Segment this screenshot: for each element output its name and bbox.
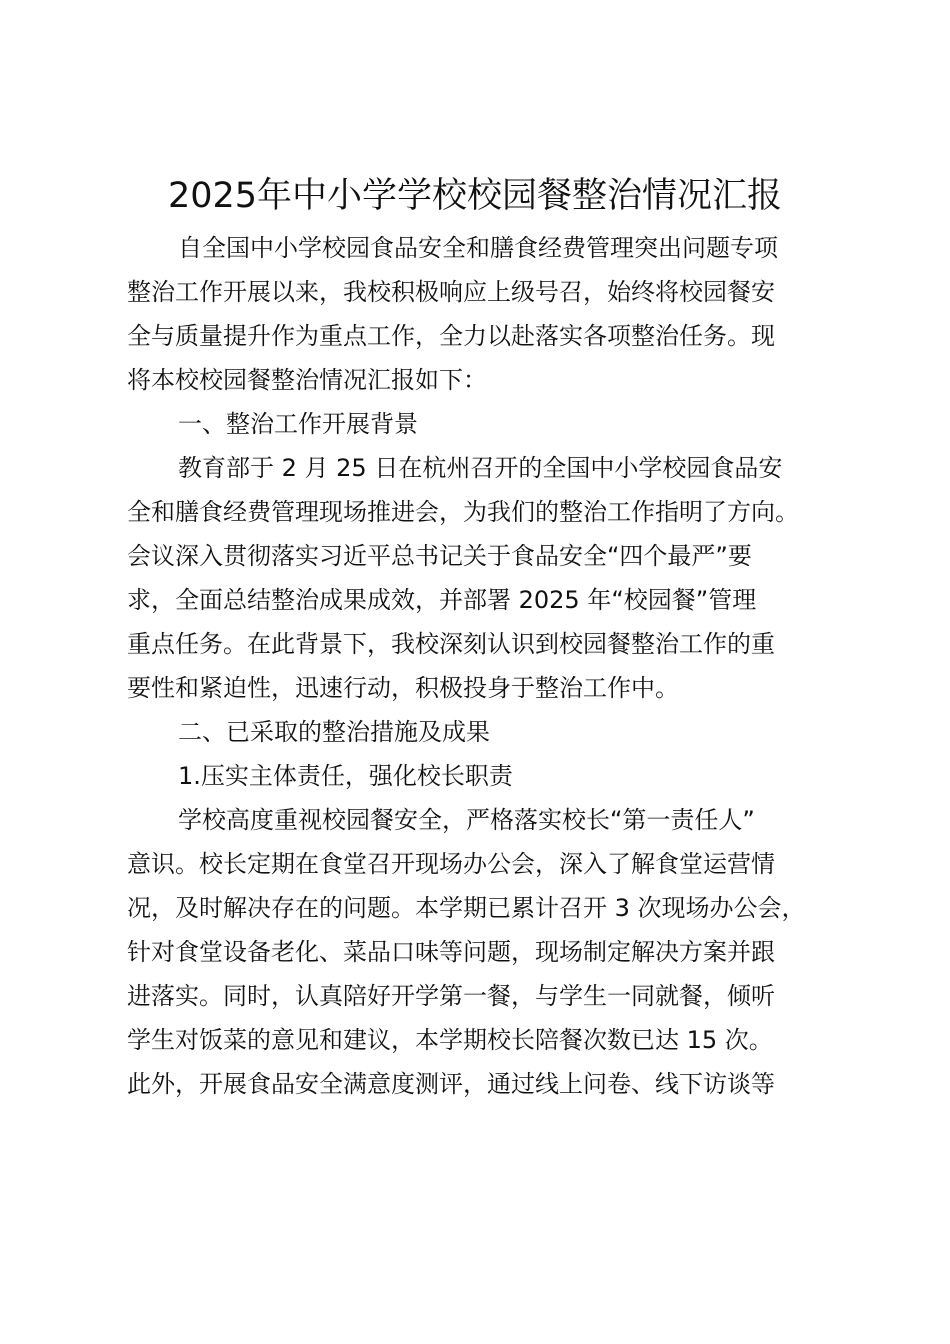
body-line: 求，全面总结整治成果成效，并部署 2025 年“校园餐”管理 — [127, 586, 757, 614]
body-line: 针对食堂设备老化、菜品口味等问题，现场制定解决方案并跟 — [127, 938, 775, 966]
body-line: 一、整治工作开展背景 — [178, 410, 418, 438]
body-line: 全和膳食经费管理现场推进会，为我们的整治工作指明了方向。 — [127, 498, 799, 526]
document-body — [127, 226, 847, 1106]
body-line: 学校高度重视校园餐安全，严格落实校长“第一责任人” — [178, 806, 755, 834]
body-line: 重点任务。在此背景下，我校深刻认识到校园餐整治工作的重 — [127, 630, 775, 658]
body-line: 1.压实主体责任，强化校长职责 — [178, 762, 513, 790]
body-line: 整治工作开展以来，我校积极响应上级号召，始终将校园餐安 — [127, 278, 775, 306]
body-line: 此外，开展食品安全满意度测评，通过线上问卷、线下访谈等 — [127, 1070, 775, 1098]
body-line: 学生对饭菜的意见和建议，本学期校长陪餐次数已达 15 次。 — [127, 1026, 773, 1054]
body-line: 要性和紧迫性，迅速行动，积极投身于整治工作中。 — [127, 674, 679, 702]
body-line: 将本校校园餐整治情况汇报如下： — [127, 366, 487, 394]
body-line: 况，及时解决存在的问题。本学期已累计召开 3 次现场办公会， — [127, 894, 806, 922]
body-line: 教育部于 2 月 25 日在杭州召开的全国中小学校园食品安 — [178, 454, 783, 482]
body-line: 全与质量提升作为重点工作，全力以赴落实各项整治任务。现 — [127, 322, 775, 350]
body-line: 会议深入贯彻落实习近平总书记关于食品安全“四个最严”要 — [127, 542, 752, 570]
document-title: 2025年中小学学校校园餐整治情况汇报 — [167, 176, 783, 216]
body-line: 自全国中小学校园食品安全和膳食经费管理突出问题专项 — [178, 234, 778, 262]
body-line: 意识。校长定期在食堂召开现场办公会，深入了解食堂运营情 — [127, 850, 775, 878]
body-line: 进落实。同时，认真陪好开学第一餐，与学生一同就餐，倾听 — [127, 982, 775, 1010]
body-line: 二、已采取的整治措施及成果 — [178, 718, 490, 746]
